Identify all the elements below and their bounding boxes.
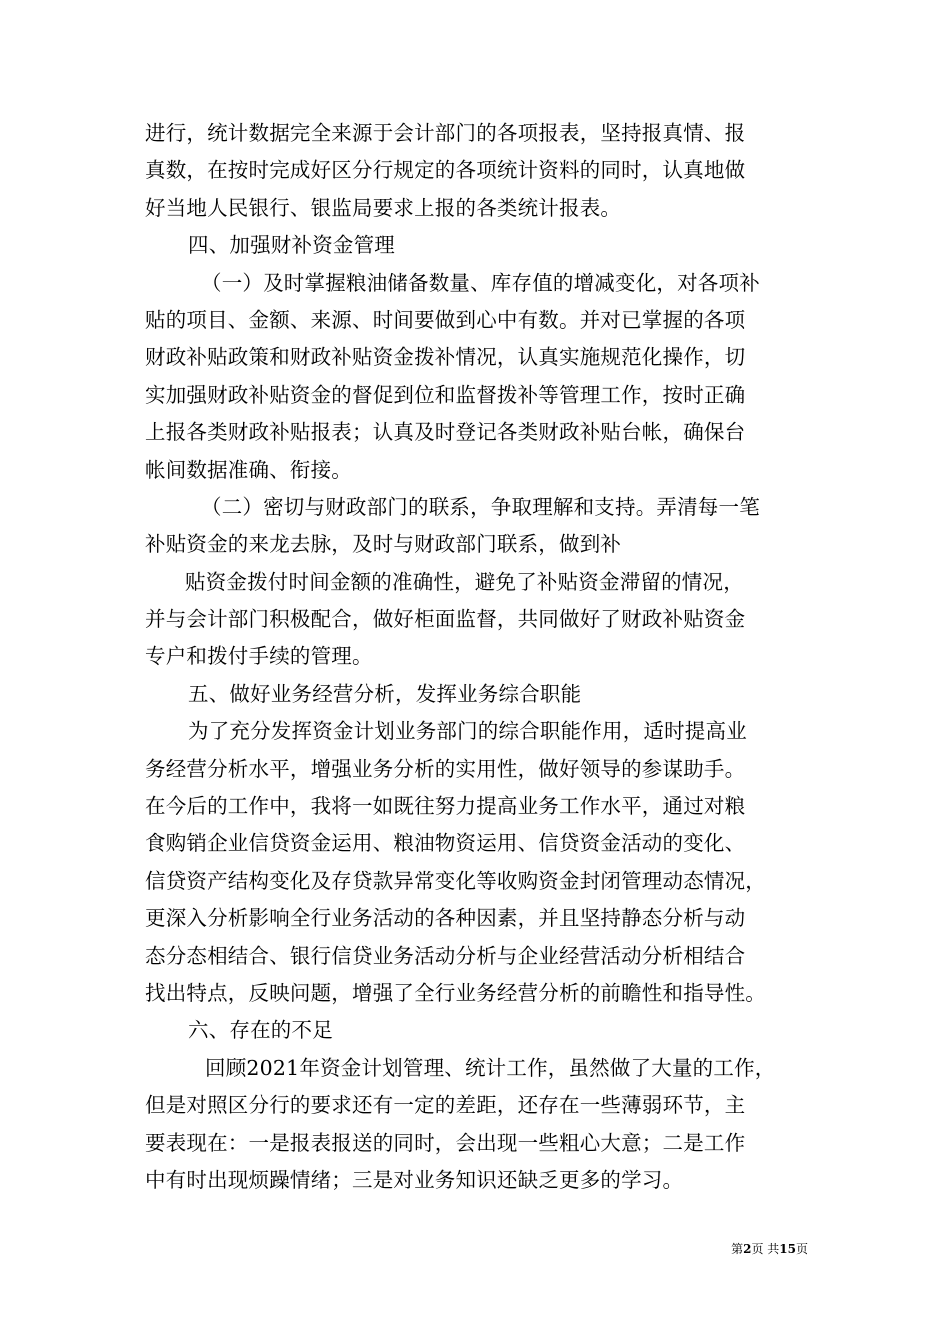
current-page-number: 2: [743, 1242, 752, 1256]
page-number-footer: [731, 1241, 808, 1257]
section-heading: 六、存在的不足: [188, 1018, 333, 1043]
text-line: （一）及时掌握粮油储备数量、库存值的增减变化，对各项补: [201, 270, 760, 295]
text-line: 上报各类财政补贴报表；认真及时登记各类财政补贴台帐，确保台: [145, 420, 746, 445]
document-body: [145, 115, 825, 1199]
text-line: 专户和拨付手续的管理。: [145, 644, 373, 669]
text-line: 贴的项目、金额、来源、时间要做到心中有数。并对已掌握的各项: [145, 307, 746, 332]
text-line: 财政补贴政策和财政补贴资金拨补情况，认真实施规范化操作，切: [145, 345, 746, 370]
text-line: 食购销企业信贷资金运用、粮油物资运用、信贷资金活动的变化、: [145, 831, 746, 856]
text-line: 帐间数据准确、衔接。: [145, 457, 352, 482]
text-line: 中有时出现烦躁情绪；三是对业务知识还缺乏更多的学习。: [145, 1167, 684, 1192]
text-line: 但是对照区分行的要求还有一定的差距，还存在一些薄弱环节，主: [145, 1093, 746, 1118]
text-line: 真数，在按时完成好区分行规定的各项统计资料的同时，认真地做: [145, 158, 746, 183]
text-line: 更深入分析影响全行业务活动的各种因素，并且坚持静态分析与动: [145, 906, 746, 931]
text-line: 找出特点，反映问题，增强了全行业务经营分析的前瞻性和指导性。: [145, 980, 766, 1005]
section-heading: 五、做好业务经营分析，发挥业务综合职能: [188, 681, 582, 706]
text-line: 在今后的工作中，我将一如既往努力提高业务工作水平，通过对粮: [145, 794, 746, 819]
footer-prefix: 第: [731, 1242, 744, 1256]
section-heading: 四、加强财补资金管理: [188, 233, 395, 258]
text-line: 好当地人民银行、银监局要求上报的各类统计报表。: [145, 195, 622, 220]
text-line: 实加强财政补贴资金的督促到位和监督拨补等管理工作，按时正确: [145, 382, 746, 407]
text-line: 态分态相结合、银行信贷业务活动分析与企业经营活动分析相结合: [145, 943, 746, 968]
text-line: 为了充分发挥资金计划业务部门的综合职能作用，适时提高业: [188, 719, 747, 744]
text-line: 贴资金拨付时间金额的准确性，避免了补贴资金滞留的情况，: [185, 569, 744, 594]
footer-middle: 页 共: [751, 1242, 780, 1256]
text-line: 补贴资金的来龙去脉，及时与财政部门联系，做到补: [145, 532, 622, 557]
text-line: 要表现在：一是报表报送的同时，会出现一些粗心大意；二是工作: [145, 1130, 746, 1155]
text-line: 进行，统计数据完全来源于会计部门的各项报表，坚持报真情、报: [145, 121, 746, 145]
text-line: 回顾2021年资金计划管理、统计工作，虽然做了大量的工作，: [205, 1055, 776, 1080]
total-page-number: 15: [779, 1242, 796, 1256]
text-line: （二）密切与财政部门的联系，争取理解和支持。弄清每一笔: [201, 494, 760, 519]
footer-suffix: 页: [795, 1242, 808, 1256]
text-line: 务经营分析水平，增强业务分析的实用性，做好领导的参谋助手。: [145, 756, 746, 781]
text-line: 信贷资产结构变化及存贷款异常变化等收购资金封闭管理动态情况，: [145, 868, 766, 893]
text-line: 并与会计部门积极配合，做好柜面监督，共同做好了财政补贴资金: [145, 607, 746, 632]
